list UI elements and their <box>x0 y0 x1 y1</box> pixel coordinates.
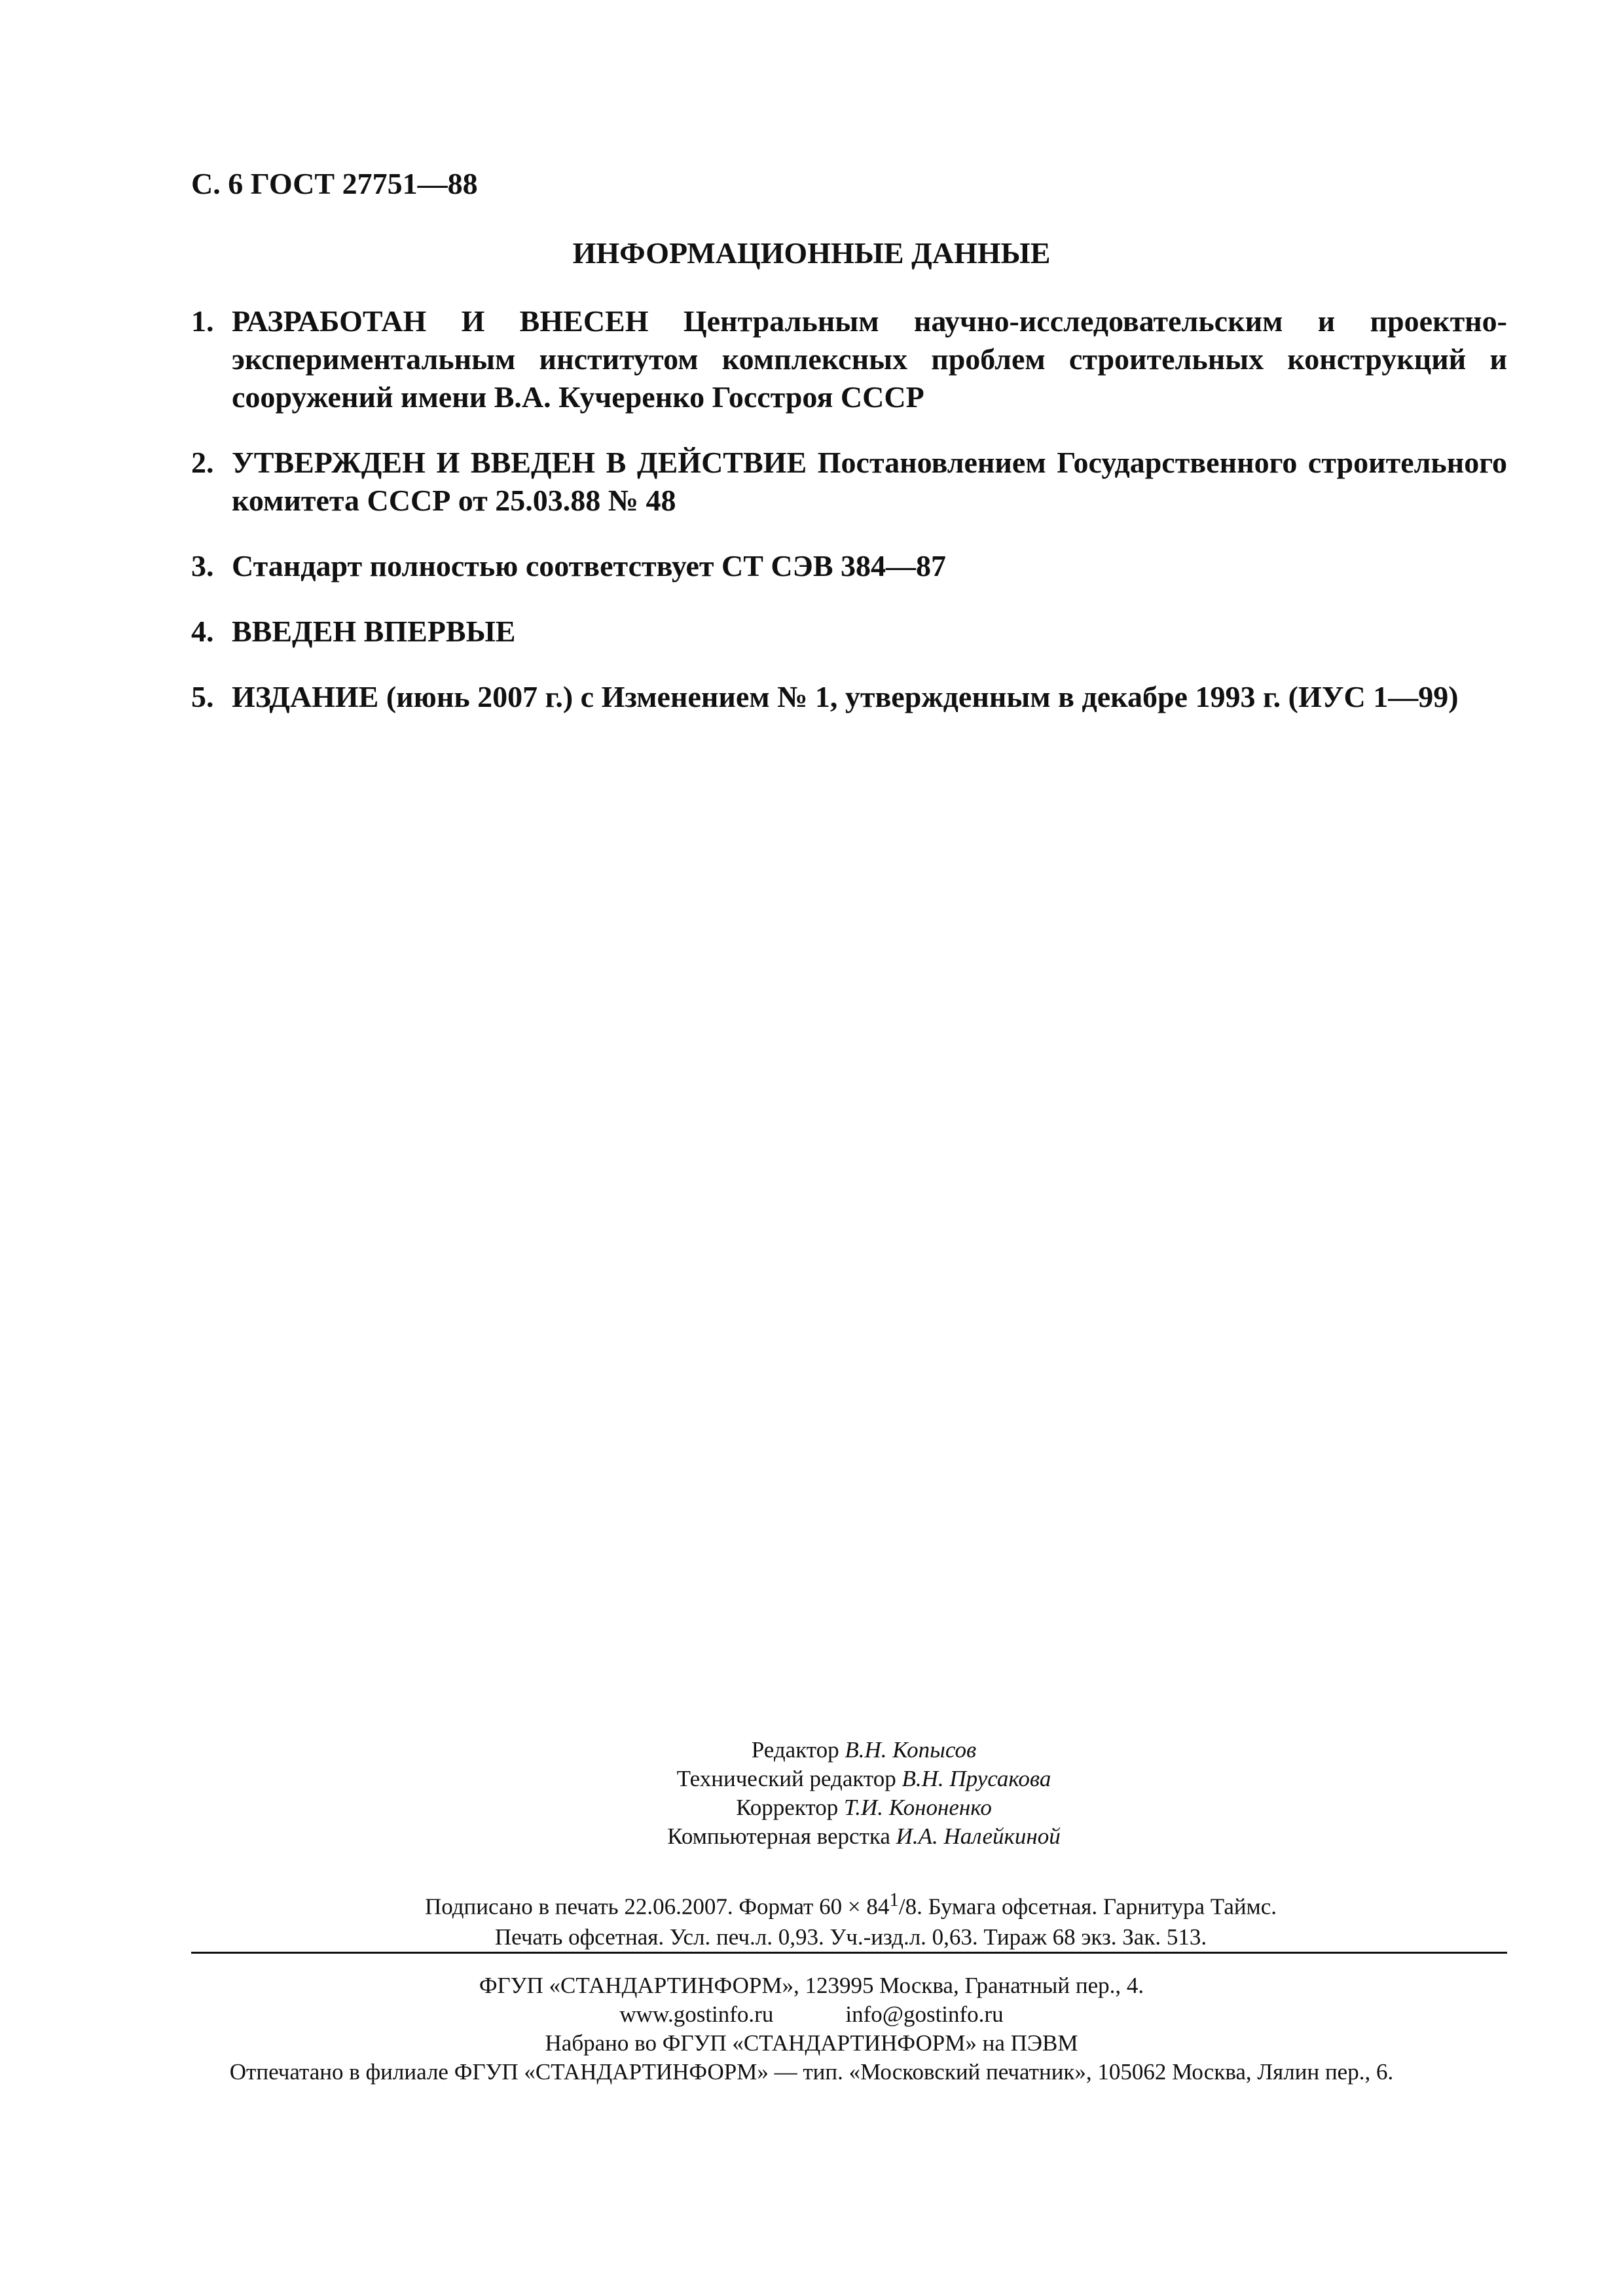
credit-role: Корректор <box>736 1795 839 1820</box>
credit-role: Компьютерная верстка <box>667 1823 890 1849</box>
imprint-line-2: Печать офсетная. Усл. печ.л. 0,93. Уч.-изд.л. 0,63. Тираж 68 экз. Зак. 513. <box>494 1924 1207 1950</box>
credit-layout <box>0 1822 1623 1851</box>
item-number: 2. <box>191 446 214 479</box>
list-item <box>191 547 1507 585</box>
publisher-typeset: Набрано во ФГУП «СТАНДАРТИНФОРМ» на ПЭВМ <box>545 2030 1078 2056</box>
publisher-email: info@gostinfo.ru <box>845 2001 1004 2027</box>
publisher-address: ФГУП «СТАНДАРТИНФОРМ», 123995 Москва, Гранатный пер., 4. <box>479 1973 1144 1998</box>
credit-proofreader <box>0 1793 1623 1822</box>
credit-tech-editor <box>0 1765 1623 1793</box>
page-header: С. 6 ГОСТ 27751—88 <box>191 167 478 200</box>
divider <box>191 1952 1507 1954</box>
item-text: РАЗРАБОТАН И ВНЕСЕН Центральным научно-исследовательским и проектно-экспериментальным институтом комплексных проблем строительных конструкций и сооружений имени В.А. Кучеренко Госстроя СССР <box>232 304 1507 414</box>
credit-name: Т.И. Кононенко <box>843 1795 992 1820</box>
item-text: ВВЕДЕН ВПЕРВЫЕ <box>232 615 516 648</box>
imprint-text: Подписано в печать 22.06.2007. Формат 60 × 84 <box>424 1893 890 1920</box>
credit-name: В.Н. Копысов <box>845 1737 977 1763</box>
credit-editor <box>0 1736 1623 1765</box>
list-item <box>191 678 1507 716</box>
credit-name: В.Н. Прусакова <box>902 1766 1051 1791</box>
item-number: 1. <box>191 304 214 338</box>
item-number: 5. <box>191 680 214 713</box>
item-number: 4. <box>191 615 214 648</box>
item-text: УТВЕРЖДЕН И ВВЕДЕН В ДЕЙСТВИЕ Постановлением Государственного строительного комитета СССР от 25.03.88 № 48 <box>232 446 1507 517</box>
list-item <box>191 302 1507 416</box>
credit-name: И.А. Налейкиной <box>896 1823 1061 1849</box>
credit-role: Редактор <box>751 1737 839 1763</box>
section-title: ИНФОРМАЦИОННЫЕ ДАННЫЕ <box>572 236 1051 270</box>
info-list <box>191 302 1507 744</box>
credit-role: Технический редактор <box>676 1766 896 1791</box>
imprint-superscript: 1 <box>889 1890 899 1910</box>
publisher-website: www.gostinfo.ru <box>619 2001 774 2027</box>
item-text: ИЗДАНИЕ (июнь 2007 г.) с Изменением № 1, утвержденным в декабре 1993 г. (ИУС 1—99) <box>232 680 1459 713</box>
imprint-block <box>0 1885 1623 1952</box>
item-text: Стандарт полностью соответствует СТ СЭВ 384—87 <box>232 549 947 583</box>
item-number: 3. <box>191 549 214 583</box>
imprint-line-1 <box>79 1885 1623 1922</box>
publisher-contacts <box>0 2000 1623 2029</box>
list-item <box>191 444 1507 520</box>
imprint-text: /8. Бумага офсетная. Гарнитура Таймс. <box>898 1893 1277 1920</box>
list-item <box>191 613 1507 651</box>
credits-block <box>0 1736 1623 1851</box>
publisher-block <box>0 1971 1623 2087</box>
publisher-printed: Отпечатано в филиале ФГУП «СТАНДАРТИНФОРМ» — тип. «Московский печатник», 105062 Москва, Лялин пер., 6. <box>229 2059 1394 2085</box>
